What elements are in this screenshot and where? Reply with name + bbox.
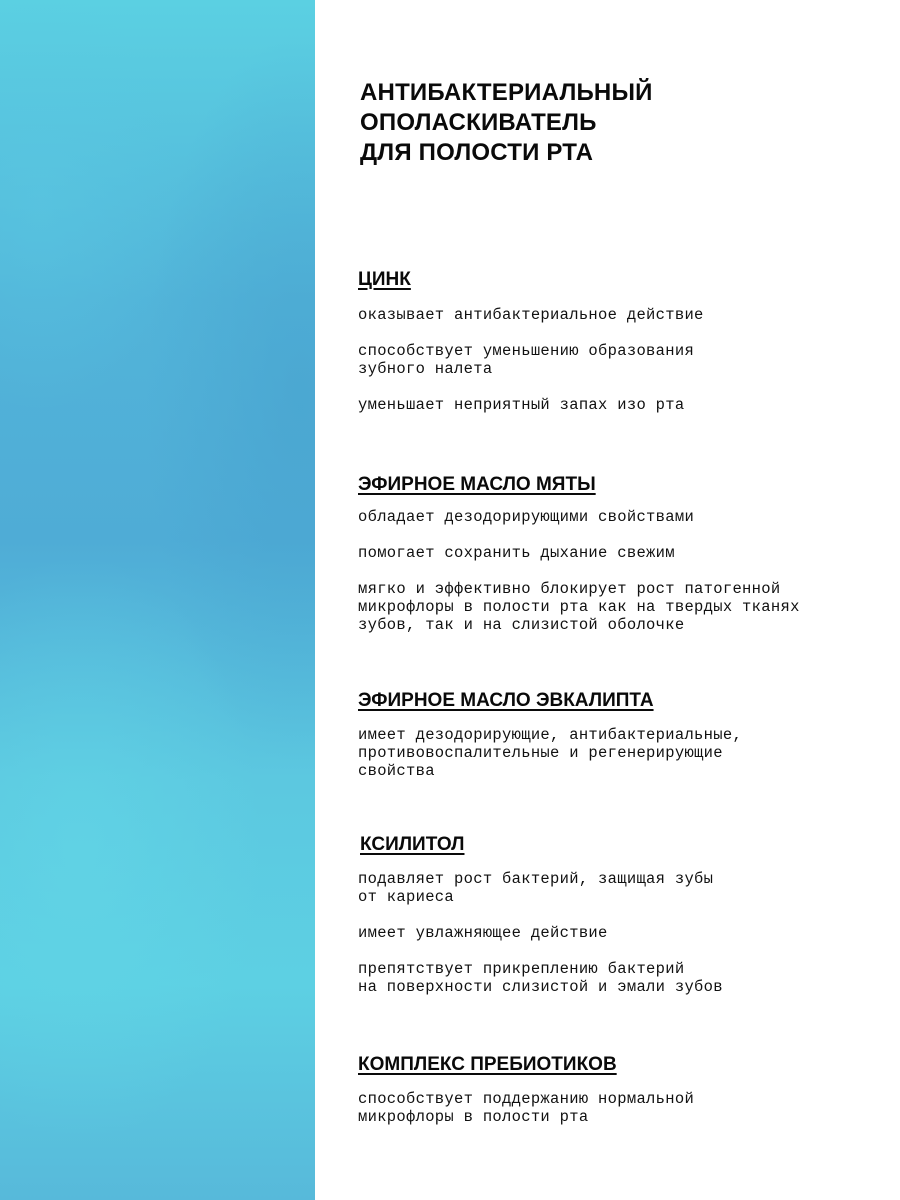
benefit-item: имеет дезодорирующие, антибактериальные, противовоспалительные и регенерирующие свойства: [358, 726, 743, 780]
benefit-item: обладает дезодорирующими свойствами: [358, 508, 695, 526]
benefit-item: способствует уменьшению образования зубного налета: [358, 342, 695, 378]
benefit-item: способствует поддержанию нормальной микрофлоры в полости рта: [358, 1090, 695, 1126]
benefit-item: подавляет рост бактерий, защищая зубы от кариеса: [358, 870, 714, 906]
section-heading-mint-oil: ЭФИРНОЕ МАСЛО МЯТЫ: [358, 474, 596, 495]
section-prebiotics-complex: [358, 1053, 878, 1126]
benefit-item: имеет увлажняющее действие: [358, 924, 608, 942]
section-zinc: [358, 268, 878, 432]
section-eucalyptus-oil: [358, 689, 878, 780]
benefit-item: уменьшает неприятный запах изо рта: [358, 396, 685, 414]
section-xylitol: [358, 833, 878, 1014]
benefit-item: помогает сохранить дыхание свежим: [358, 544, 675, 562]
benefit-item: препятствует прикреплению бактерий на поверхности слизистой и эмали зубов: [358, 960, 723, 996]
benefit-item: оказывает антибактериальное действие: [358, 306, 704, 324]
section-heading-zinc: ЦИНК: [358, 269, 411, 290]
section-mint-oil: [358, 473, 878, 652]
section-heading-prebiotics-complex: КОМПЛЕКС ПРЕБИОТИКОВ: [358, 1054, 617, 1075]
benefit-item: мягко и эффективно блокирует рост патогенной микрофлоры в полости рта как на твердых тканях зубов, так и на слизистой оболочке: [358, 580, 800, 634]
section-heading-eucalyptus-oil: ЭФИРНОЕ МАСЛО ЭВКАЛИПТА: [358, 690, 654, 711]
decorative-blue-gradient-panel: [0, 0, 315, 1200]
page-title: АНТИБАКТЕРИАЛЬНЫЙ ОПОЛАСКИВАТЕЛЬ ДЛЯ ПОЛОСТИ РТА: [360, 79, 653, 166]
section-heading-xylitol: КСИЛИТОЛ: [360, 834, 465, 855]
